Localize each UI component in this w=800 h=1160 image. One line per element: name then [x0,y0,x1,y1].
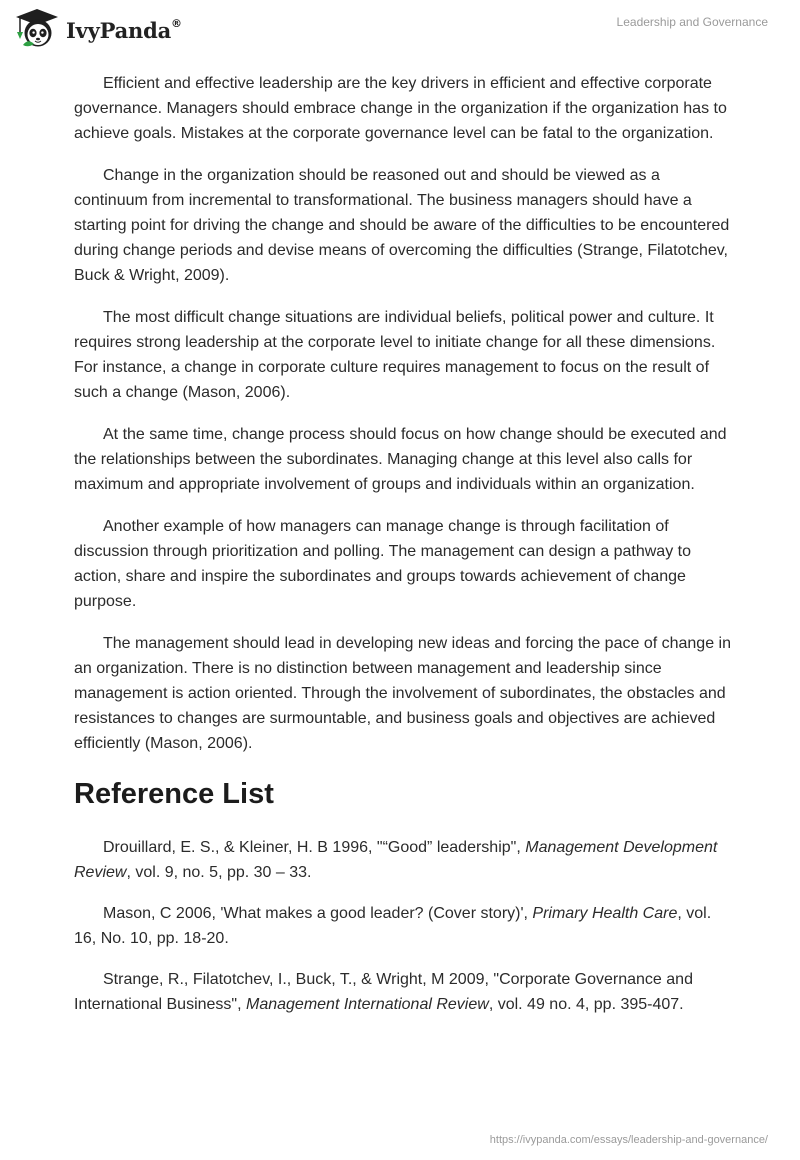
page-header [0,0,800,60]
source-url[interactable]: https://ivypanda.com/essays/leadership-and-governance/ [489,1134,768,1146]
reference-item: Strange, R., Filatotchev, I., Buck, T., & Wright, M 2009, "Corporate Governance and International Business", Management International Review, vol. 49 no. 4, pp. 395-407. [74,971,693,1013]
body-paragraph: At the same time, change process should focus on how change should be executed and the relationships between the subordinates. Managing change at this level also calls for maximum and appropriate involvement of groups and individuals within an organization. [74,426,727,493]
reference-item: Drouillard, E. S., & Kleiner, H. B 1996, "“Good” leadership", Management Development Review, vol. 9, no. 5, pp. 30 – 33. [74,839,718,881]
article-body [74,71,734,1033]
body-paragraph: Efficient and effective leadership are the key drivers in efficient and effective corporate governance. Managers should embrace change in the organization if the organization has to achieve goals. Mistakes at the corporate governance level can be fatal to the organization. [74,75,727,142]
reference-list-heading: Reference List [74,778,274,810]
logo-text: IvyPanda® [66,16,182,43]
logo-link[interactable] [14,8,182,50]
reference-item: Mason, C 2006, 'What makes a good leader? (Cover story)', Primary Health Care, vol. 16, No. 10, pp. 18-20. [74,905,712,947]
panda-logo-icon [14,8,60,50]
body-paragraph: The most difficult change situations are individual beliefs, political power and culture. It requires strong leadership at the corporate level to initiate change for all these dimensions. For instance, a change in corporate culture requires management to focus on the result of such a change (Mason, 2006). [74,309,716,401]
body-paragraph: Another example of how managers can manage change is through facilitation of discussion through prioritization and polling. The management can design a pathway to action, share and inspire the subordinates and groups towards achievement of change purpose. [74,518,691,610]
body-paragraph: The management should lead in developing new ideas and forcing the pace of change in an organization. There is no distinction between management and leadership since management is action oriented. Through the involvement of subordinates, the obstacles and resistances to changes are surmountable, and business goals and objectives are achieved efficiently (Mason, 2006). [74,635,731,752]
document-title: Leadership and Governance [616,15,768,29]
body-paragraph: Change in the organization should be reasoned out and should be viewed as a continuum from incremental to transformational. The business managers should have a starting point for driving the change and should be aware of the difficulties to be encountered during change periods and devise means of overcoming the difficulties (Strange, Filatotchev, Buck & Wright, 2009). [74,167,730,284]
